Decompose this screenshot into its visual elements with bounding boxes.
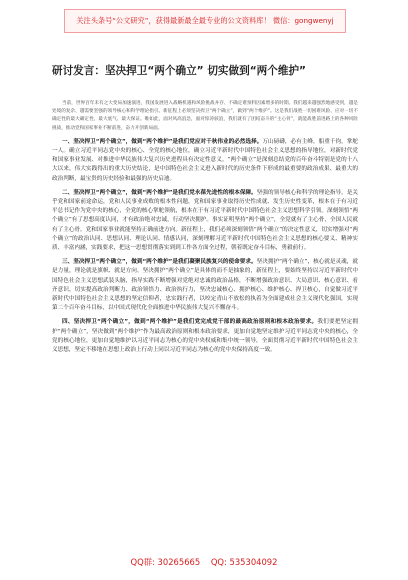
contact-footer: QQ群: 30265665 QQ: 535304092	[130, 557, 278, 567]
section-1-heading: 一、坚决捍卫“两个确立”，做到“两个维护”是我们党应对千秋伟业的必然选择。	[62, 138, 263, 145]
promo-banner	[64, 9, 346, 33]
intro-paragraph: 当前，世界百年未有之大变局加速演进，我国发展进入战略机遇和风险挑战并存、不确定难预料因素增多的时期。我们越来越强烈地感受到，越是处境的复杂、越需要坚强的领导核心和科学理论指引。新征程上必须坚决捍卫“两个确立”，做到“两个维护”。这是我们战胜一切困难风险、应对一切不确定性的最大确定性、最大底气、最大保证。唯如此，面对风高浪急，面对惊涛骇浪，我们就有了团结奋斗的“主心骨”，就能战胜前进路上的各种风险挑战，推动党和国家事业不断前进，奋力开创新局面。	[52, 101, 358, 131]
page-title: 研讨发言：坚决捍卫“两个确立” 切实做到“两个维护”	[52, 65, 307, 77]
section-4-body: 我们要把坚定拥护“两个确立”，坚决做到“两个维护”作为最高政治原则和根本政治要求，更加自觉地坚定维护习近平同志党中央的核心，全党的核心地位，更加自觉地维护以习近平同志为核心的党中央权威和集中统一领导，全面贯彻习近平新时代中国特色社会主义思想，坚定不移地在思想上政治上行动上同以习近平同志为核心的党中央保持高度一致。	[52, 319, 358, 354]
section-4	[52, 318, 358, 355]
section-3-body: 坚决拥护“两个确立”，核心就是灵魂，就是力量，理论就是旗帜、就是方向。坚决拥护“两个确立”是具体的而不是抽象的，新征程上，要始终坚持以习近平新时代中国特色社会主义思想武装头脑，指导实践不断增强对党绝对忠诚的政治品格，不断增强政治意识、大局意识、核心意识、看齐意识，切实提高政治判断力、政治领悟力、政治执行力，坚决忠诚核心、拥护核心、维护核心、捍卫核心，自觉做习近平新时代中国特色社会主义思想的坚定信仰者，忠实践行者，以咬定青山不放松的执着为全面建成社会主义现代化强国，实现第二个百年奋斗目标，以中国式现代化全面推进中华民族伟大复兴不懈奋斗。	[52, 259, 358, 312]
section-3-heading: 三、坚决捍卫“两个确立”，做到“两个维护”是我们凝聚民族复兴的使命要求。	[62, 259, 257, 266]
section-1	[52, 138, 358, 184]
document-body	[52, 100, 358, 360]
section-2-body: 坚强的领导核心和科学的理论指导，是关乎党和国家前途命运，党和人民事业成败的根本性问题，党和国家事业取得历史性成就、发生历史性变革，根本在于有习近平总书记作为党中央的核心，全党的核心掌舵领航，根本在于有习近平新时代中国特色社会主义思想科学引领。深刻领悟“两个确立”有了思想高度认同，才有政治绝对忠诚，行动坚决拥护。事实证明坚持“两个确立”，全党就有了主心骨，全国人民就有了主心骨。党和国家事业就能坚持正确前进方向。新征程上，我们必须深刻领悟“两个确立”的决定性意义，切实增强对“两个确立”的政治认同、思想认同、理论认同、情感认同，深刻理解习近平新时代中国特色社会主义思想的核心要义、精神实质、丰富内涵，实践要求，把这一思想贯彻落实到到工作各方面全过程，朝着既定奋斗目标，勇毅前行。	[52, 189, 358, 252]
section-1-body: 万山磅礴，必有主峰，船重千钧，掌舵一人。确立习近平同志党中央的核心、全党的核心地位，确立习近平新时代中国特色社会主义思想的指导地位，对新时代党和国家事业发展、对推进中华民族伟大复兴历史进程具有决定性意义。“两个确立”是深刻总结党的百年奋斗特别是党的十八大以来，伟大实践得出的重大历史结论，是中国特色社会主义进入新时代的历史条件下形成的最重要的政治成果、最重大的政治判断，最宝贵的历史经验和最强的历史启迪。	[52, 138, 358, 182]
section-4-heading: 四、坚决捍卫“两个确立”，做到“两个维护”是我们党完成党干部的最高政治原则和根本政治要求。	[62, 319, 318, 326]
promo-banner-text: 关注头条号“公文研究”，获得最新最全最专业的公文资料库！ 微信：gongwenyj	[76, 16, 334, 25]
section-3	[52, 258, 358, 313]
section-2-heading: 二、坚决捍卫“两个确立”，做到“两个维护”是我们党永葆先进性的根本保障。	[62, 189, 257, 196]
section-2	[52, 189, 358, 253]
